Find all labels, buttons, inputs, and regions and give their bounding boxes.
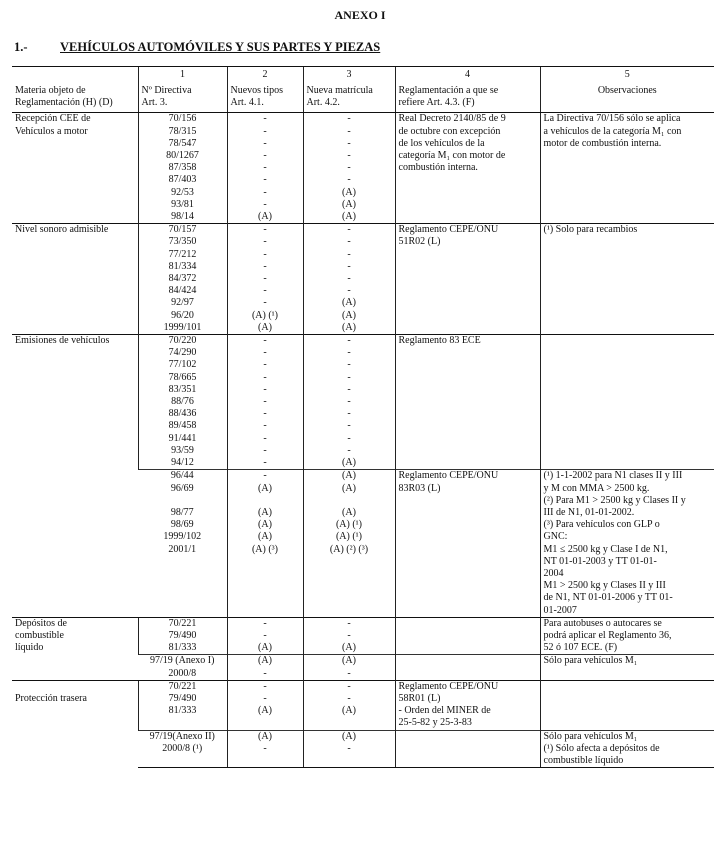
directive-cell-line: 77/212: [168, 248, 197, 260]
observations-cell-line: a vehículos de la categoría M₁ con: [543, 125, 682, 137]
subject-cell-line: Nivel sonoro admisible: [15, 224, 109, 236]
subject-cell: [12, 617, 138, 680]
directive-cell-line: 88/76: [171, 396, 194, 408]
new-types-cell: [227, 470, 303, 617]
new-types-cell-line: (A): [258, 519, 272, 531]
directive-cell-line: 83/351: [168, 383, 197, 395]
header-line: Materia objeto de: [15, 85, 86, 96]
regulation-cell-line: 51R02 (L): [398, 236, 441, 248]
subject-cell-line: líquido: [15, 642, 44, 654]
new-registration-cell-line: -: [347, 236, 351, 248]
new-registration-cell-line: (A) (¹): [335, 531, 363, 543]
directive-cell-line: 87/358: [168, 162, 197, 174]
new-types-cell-line: (A): [258, 655, 272, 667]
regulation-cell-line: categoría M₁ con motor de: [398, 150, 506, 162]
directive-cell-line: 74/290: [168, 347, 197, 359]
new-types-cell-line: (A) (¹): [251, 309, 279, 321]
new-registration-cell-line: -: [347, 335, 351, 347]
new-types-cell-line: -: [263, 162, 267, 174]
new-types-cell-line: -: [263, 273, 267, 285]
column-number: 3: [303, 67, 395, 84]
directive-cell-line: 84/372: [168, 273, 197, 285]
observations-cell-line: (¹) 1-1-2002 para N1 clases II y III: [543, 470, 683, 482]
new-types-cell-line: -: [263, 420, 267, 432]
new-types-cell-line: -: [263, 742, 267, 754]
new-registration-cell-line: (A): [342, 297, 356, 309]
new-registration-cell-line: -: [347, 150, 351, 162]
new-registration-cell-line: -: [347, 162, 351, 174]
regulation-cell-line: de los vehículos de la: [398, 137, 485, 149]
new-types-cell-line: -: [263, 629, 267, 641]
new-registration-cell-line: -: [347, 174, 351, 186]
new-registration-cell-line: -: [347, 742, 351, 754]
observations-cell-line: Para autobuses o autocares se: [543, 617, 662, 629]
new-registration-cell-line: -: [347, 617, 351, 629]
new-registration-cell-line: -: [347, 224, 351, 236]
new-types-cell-line: (A): [258, 642, 272, 654]
observations-cell: [540, 617, 714, 655]
directive-cell: [138, 224, 227, 335]
new-registration-cell-line: -: [347, 260, 351, 272]
annex-title: ANEXO I: [334, 8, 386, 22]
header-line: Nº Directiva: [141, 85, 192, 96]
subject-cell: [12, 335, 138, 618]
directive-cell-line: 70/157: [168, 224, 197, 236]
directive-cell: [138, 335, 227, 470]
subject-cell: [12, 113, 138, 224]
directive-cell-line: 2000/8 (¹): [162, 742, 203, 754]
new-types-cell-line: (A): [258, 482, 272, 494]
observations-cell-line: y M con MMA > 2500 kg.: [543, 482, 650, 494]
observations-cell-line: 01-2007: [543, 604, 577, 616]
new-registration-cell-line: (A): [342, 211, 356, 223]
regulation-cell-line: - Orden del MINER de: [398, 705, 491, 717]
column-number: 1: [138, 67, 227, 84]
column-number: 5: [540, 67, 714, 84]
directive-cell: [138, 680, 227, 730]
directive-cell-line: 81/333: [168, 705, 197, 717]
directive-cell-line: 2001/1: [168, 543, 197, 555]
header-line: Nuevos tipos: [230, 85, 283, 96]
new-types-cell-line: -: [263, 125, 267, 137]
new-types-cell-line: (A): [258, 211, 272, 223]
new-types-cell-line: -: [263, 186, 267, 198]
new-registration-cell-line: -: [347, 248, 351, 260]
regulation-cell-line: combustión interna.: [398, 162, 478, 174]
directive-cell-line: [141, 495, 224, 507]
subject-cell-line: Vehículos a motor: [15, 125, 88, 137]
subject-cell-line: Recepción CEE de: [15, 113, 91, 125]
regulation-cell: [395, 617, 540, 655]
regulation-cell-line: Reglamento 83 ECE: [398, 335, 481, 347]
new-types-cell: [227, 224, 303, 335]
directive-cell-line: 70/156: [168, 113, 197, 125]
observations-cell-line: 2004: [543, 567, 564, 579]
new-types-cell-line: -: [263, 113, 267, 125]
new-registration-cell-line: -: [347, 383, 351, 395]
directive-cell-line: 98/69: [170, 519, 194, 531]
table-row: [12, 113, 714, 224]
observations-cell-line: Sólo para vehículos M₁: [543, 730, 638, 742]
directive-cell-line: 87/403: [168, 174, 197, 186]
directive-cell-line: 92/97: [171, 297, 194, 309]
new-registration-cell-line: -: [347, 444, 351, 456]
new-types-cell-line: -: [263, 174, 267, 186]
header-line: Art. 4.2.: [306, 97, 340, 109]
new-registration-cell-line: -: [347, 113, 351, 125]
new-types-cell-line: -: [263, 444, 267, 456]
directive-cell-line: 70/221: [168, 680, 197, 692]
directive-cell-line: 89/458: [168, 420, 197, 432]
regulation-cell: [395, 730, 540, 768]
header-line: Reglamentación (H) (D): [15, 97, 113, 109]
new-types-cell-line: -: [263, 359, 267, 371]
observations-cell: [540, 470, 714, 617]
new-registration-cell-line: -: [347, 347, 351, 359]
regulation-cell-line: 83R03 (L): [398, 482, 441, 494]
new-registration-cell-line: (A): [342, 309, 356, 321]
directive-cell-line: 78/315: [168, 125, 197, 137]
new-types-cell-line: -: [263, 371, 267, 383]
observations-cell-line: (¹) Sólo afecta a depósitos de: [543, 742, 660, 754]
new-types-cell-line: -: [263, 150, 267, 162]
regulation-cell-line: Reglamento CEPE/ONU: [398, 470, 499, 482]
new-registration-cell-line: (A): [342, 470, 356, 482]
header-line: Art. 4.1.: [230, 97, 264, 109]
new-registration-cell-line: -: [347, 359, 351, 371]
new-types-cell-line: -: [263, 680, 267, 692]
new-registration-cell: [303, 113, 395, 224]
directive-cell-line: 94/12: [171, 457, 194, 469]
observations-cell-line: de N1, NT 01-01-2006 y TT 01-: [543, 592, 673, 604]
new-types-cell-line: -: [263, 248, 267, 260]
new-registration-cell-line: -: [347, 125, 351, 137]
regulation-cell: [395, 655, 540, 680]
new-registration-cell-line: (A): [342, 457, 356, 469]
new-registration-cell: [303, 655, 395, 680]
observations-cell-line: combustible líquido: [543, 754, 624, 766]
new-registration-cell-line: -: [347, 432, 351, 444]
directive-cell-line: 2000/8: [168, 667, 197, 679]
regulation-cell: [395, 224, 540, 335]
new-types-cell-line: (A): [258, 730, 272, 742]
new-types-cell-line: -: [263, 297, 267, 309]
regulation-cell: [395, 113, 540, 224]
observations-cell-line: motor de combustión interna.: [543, 137, 662, 149]
column-number-row: [12, 67, 714, 84]
observations-cell: [540, 655, 714, 680]
subject-cell-line: combustible: [15, 629, 64, 641]
new-registration-cell-line: (A): [342, 321, 356, 333]
new-types-cell: [227, 113, 303, 224]
directive-cell-line: 80/1267: [166, 150, 199, 162]
new-types-cell-line: -: [263, 198, 267, 210]
directive-cell: [138, 617, 227, 655]
header-line: refiere Art. 4.3. (F): [398, 97, 475, 109]
new-registration-cell-line: -: [347, 680, 351, 692]
observations-cell: [540, 224, 714, 335]
directive-cell-line: 70/221: [168, 617, 197, 629]
regulation-cell-line: Reglamento CEPE/ONU: [398, 224, 499, 236]
header-subject: [12, 83, 138, 113]
directive-cell-line: 93/81: [171, 198, 194, 210]
subject-cell-line: [15, 681, 135, 693]
new-registration-cell-line: -: [347, 285, 351, 297]
new-types-cell-line: (A) (³): [251, 543, 279, 555]
new-types-cell-line: -: [263, 617, 267, 629]
observations-cell: [540, 113, 714, 224]
header-line: Reglamentación a que se: [398, 85, 499, 96]
new-types-cell-line: -: [263, 470, 267, 482]
new-types-cell-line: -: [263, 347, 267, 359]
new-registration-cell-line: (A): [342, 186, 356, 198]
observations-cell-line: podrá aplicar el Reglamento 36,: [543, 629, 672, 641]
new-registration-cell-line: -: [347, 667, 351, 679]
observations-cell-line: 52 ó 107 ECE. (F): [543, 642, 618, 654]
header-regulation: [395, 83, 540, 113]
subject-cell-line: Protección trasera: [15, 692, 87, 704]
header-new-types: [227, 83, 303, 113]
directive-cell: [138, 470, 227, 617]
regulation-cell: [395, 335, 540, 470]
directive-cell-line: 92/53: [171, 186, 194, 198]
new-types-cell-line: (A): [258, 705, 272, 717]
new-registration-cell-line: -: [347, 408, 351, 420]
directive-cell-line: 79/490: [168, 629, 197, 641]
new-types-cell-line: -: [263, 432, 267, 444]
directive-cell-line: 98/77: [170, 506, 194, 518]
new-types-cell-line: -: [263, 335, 267, 347]
directive-cell: [138, 730, 227, 768]
new-registration-cell: [303, 617, 395, 655]
new-types-cell-line: -: [263, 260, 267, 272]
new-registration-cell-line: -: [347, 692, 351, 704]
directive-cell-line: 81/333: [168, 642, 197, 654]
header-new-registration: [303, 83, 395, 113]
regulation-cell: [395, 470, 540, 617]
subject-cell-line: Depósitos de: [15, 617, 67, 629]
new-types-cell-line: (A): [258, 531, 272, 543]
new-registration-cell-line: -: [347, 396, 351, 408]
column-number: 4: [395, 67, 540, 84]
observations-cell-line: III de N1, 01-01-2002.: [543, 506, 635, 518]
new-types-cell-line: -: [263, 285, 267, 297]
new-registration-cell: [303, 470, 395, 617]
new-registration-cell-line: (A): [342, 730, 356, 742]
new-types-cell-line: -: [263, 408, 267, 420]
new-types-cell: [227, 730, 303, 768]
directive-cell-line: 97/19 (Anexo I): [150, 655, 215, 667]
observations-cell-line: NT 01-01-2003 y TT 01-01-: [543, 555, 657, 567]
observations-cell-line: GNC:: [543, 531, 568, 543]
column-number-blank: [12, 67, 138, 84]
new-registration-cell: [303, 730, 395, 768]
new-types-cell-line: -: [263, 692, 267, 704]
directive-cell-line: 84/424: [168, 285, 197, 297]
column-number: 2: [227, 67, 303, 84]
observations-cell: [540, 730, 714, 768]
directive-cell-line: 88/436: [168, 408, 197, 420]
new-types-cell: [227, 655, 303, 680]
observations-cell-line: M1 ≤ 2500 kg y Clase I de N1,: [543, 543, 668, 555]
observations-cell-line: M1 > 2500 kg y Clases II y III: [543, 580, 666, 592]
new-registration-cell-line: (A): [342, 198, 356, 210]
new-registration-cell-line: (A) (¹): [335, 519, 363, 531]
directive-cell-line: 98/14: [171, 211, 194, 223]
regulation-cell-line: 58R01 (L): [398, 692, 441, 704]
new-types-cell-line: -: [263, 457, 267, 469]
directive-cell-line: 97/19(Anexo II): [149, 730, 215, 742]
observations-cell: [540, 680, 714, 730]
new-registration-cell: [303, 224, 395, 335]
new-registration-cell-line: -: [347, 371, 351, 383]
new-registration-cell-line: (A): [342, 642, 356, 654]
new-types-cell-line: [231, 495, 300, 507]
table-row: [12, 224, 714, 335]
header-line: Observaciones: [597, 85, 657, 96]
subject-cell: [12, 224, 138, 335]
new-types-cell: [227, 617, 303, 655]
column-header-row: [12, 83, 714, 113]
header-observations: [540, 83, 714, 113]
directive-cell-line: 1999/101: [163, 321, 202, 333]
directive-cell-line: 1999/102: [163, 531, 202, 543]
header-directive: [138, 83, 227, 113]
directive-cell-line: 78/547: [168, 137, 197, 149]
new-registration-cell-line: (A): [342, 506, 356, 518]
new-types-cell-line: (A): [258, 321, 272, 333]
regulation-cell-line: 25-5-82 y 25-3-83: [398, 717, 472, 729]
directive-cell-line: 70/220: [168, 335, 197, 347]
table-row: [12, 680, 714, 730]
new-types-cell-line: -: [263, 667, 267, 679]
directive-cell-line: 79/490: [168, 692, 197, 704]
new-types-cell: [227, 335, 303, 470]
new-registration-cell-line: -: [347, 137, 351, 149]
section-title: VEHÍCULOS AUTOMÓVILES Y SUS PARTES Y PIEZAS: [60, 40, 381, 54]
header-line: Nueva matrícula: [306, 85, 373, 96]
table-row: [12, 617, 714, 655]
regulation-cell-line: de octubre con excepción: [398, 125, 501, 137]
directive-cell-line: 81/334: [168, 260, 197, 272]
directive-cell-line: 91/441: [168, 432, 197, 444]
observations-cell-line: (³) Para vehículos con GLP o: [543, 519, 660, 531]
directive-cell-line: 96/44: [170, 470, 194, 482]
observations-cell-line: Sólo para vehículos M₁: [543, 655, 638, 667]
directive-cell: [138, 655, 227, 680]
subject-cell: [12, 680, 138, 767]
observations-cell: [540, 335, 714, 470]
annex-table: [12, 66, 714, 768]
directive-cell-line: 77/102: [168, 359, 197, 371]
directive-cell-line: 96/20: [171, 309, 194, 321]
table-row: [12, 335, 714, 470]
observations-cell-line: (²) Para M1 > 2500 kg y Clases II y: [543, 494, 686, 506]
new-registration-cell: [303, 335, 395, 470]
new-registration-cell-line: (A): [342, 705, 356, 717]
directive-cell-line: 78/665: [168, 371, 197, 383]
new-registration-cell-line: -: [347, 629, 351, 641]
new-registration-cell-line: (A): [342, 482, 356, 494]
section-number: 1.-: [14, 40, 28, 54]
observations-cell-line: La Directiva 70/156 sólo se aplica: [543, 113, 681, 125]
new-types-cell-line: -: [263, 396, 267, 408]
new-types-cell-line: -: [263, 224, 267, 236]
directive-cell-line: 73/350: [168, 236, 197, 248]
new-registration-cell-line: -: [347, 420, 351, 432]
directive-cell-line: 96/69: [170, 482, 194, 494]
new-registration-cell-line: [307, 495, 392, 507]
subject-cell-line: Emisiones de vehículos: [15, 335, 110, 347]
new-types-cell-line: (A): [258, 506, 272, 518]
section-heading: [14, 40, 380, 55]
regulation-cell-line: Reglamento CEPE/ONU: [398, 680, 499, 692]
regulation-cell: [395, 680, 540, 730]
new-types-cell-line: -: [263, 137, 267, 149]
new-registration-cell-line: (A) (²) (³): [329, 543, 369, 555]
new-registration-cell-line: -: [347, 273, 351, 285]
header-line: Art. 3.: [141, 97, 168, 109]
new-registration-cell: [303, 680, 395, 730]
new-registration-cell-line: (A): [342, 655, 356, 667]
directive-cell-line: 93/59: [171, 444, 194, 456]
new-types-cell: [227, 680, 303, 730]
directive-cell: [138, 113, 227, 224]
regulation-cell-line: Real Decreto 2140/85 de 9: [398, 113, 506, 125]
new-types-cell-line: -: [263, 236, 267, 248]
observations-cell-line: (¹) Solo para recambios: [543, 224, 638, 236]
new-types-cell-line: -: [263, 383, 267, 395]
